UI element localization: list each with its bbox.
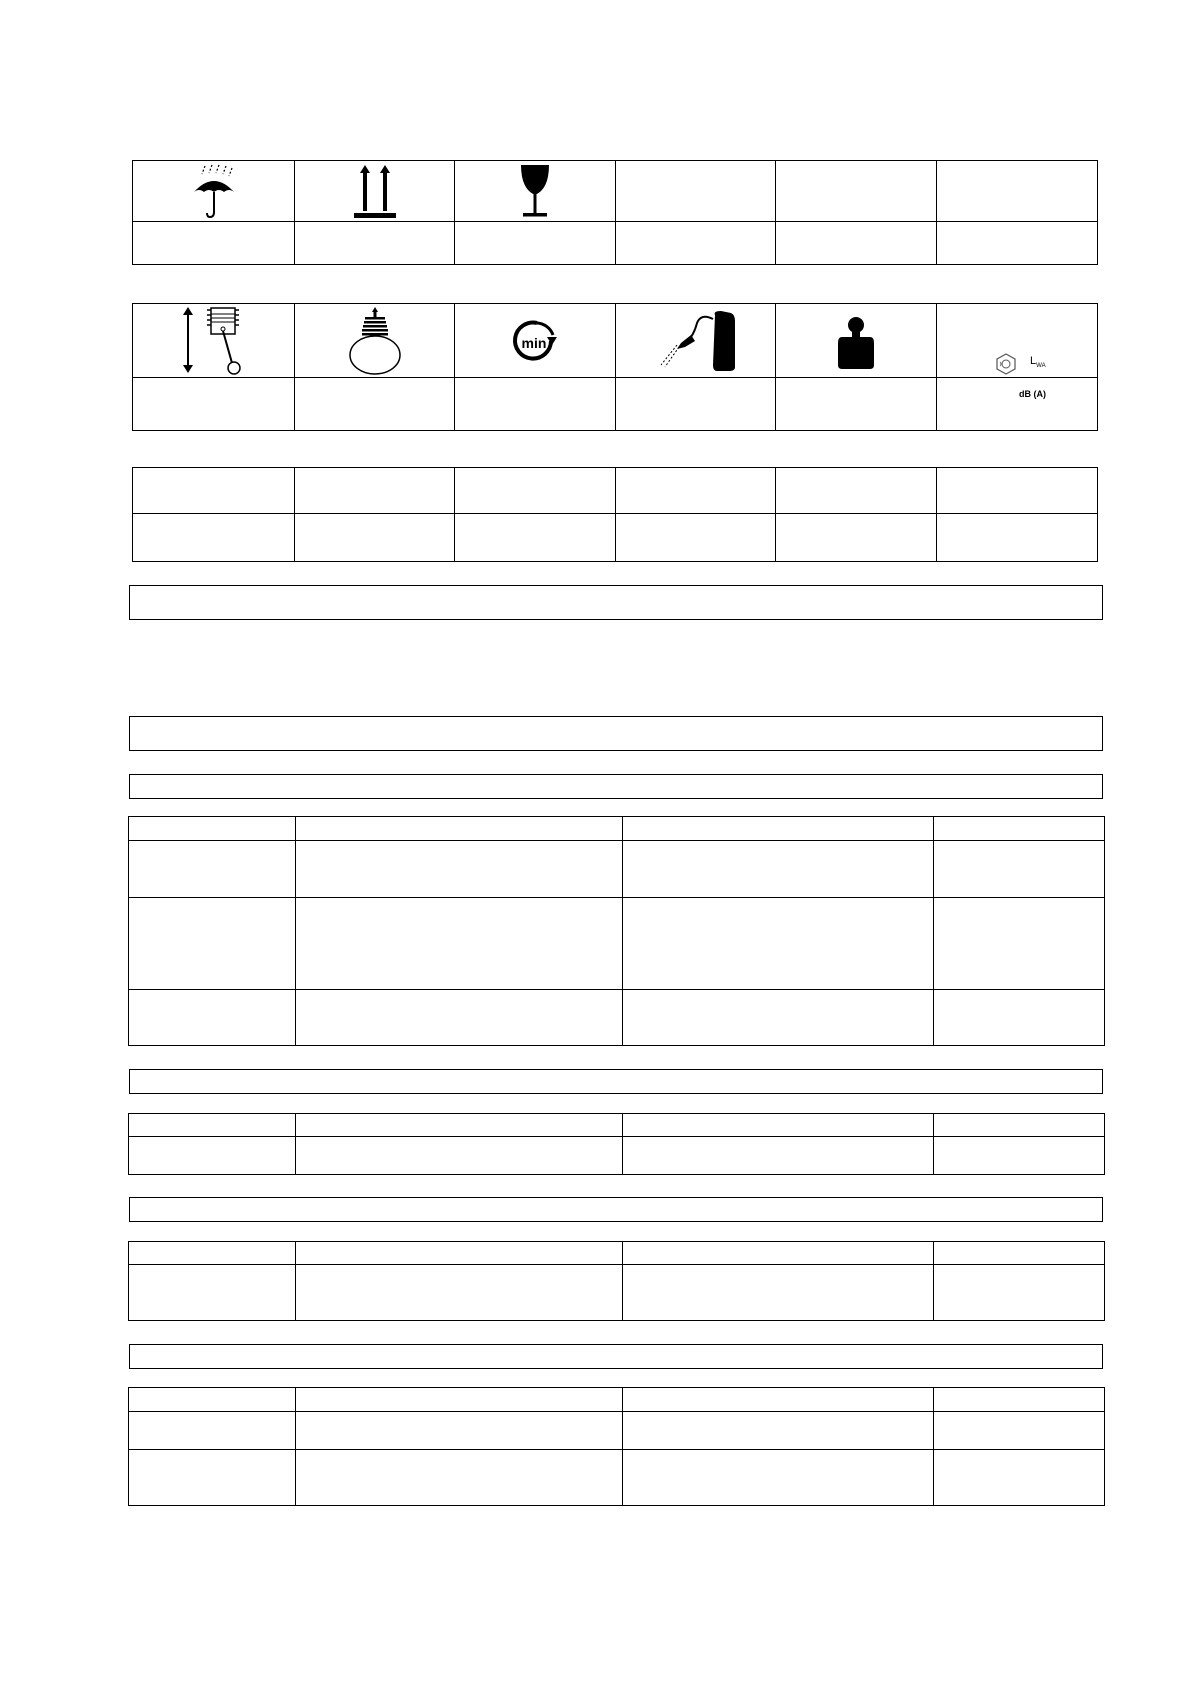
empty-pictogram-cell xyxy=(937,161,1098,222)
grid-cell xyxy=(776,514,937,562)
value-cell xyxy=(937,222,1098,265)
table-cell xyxy=(623,1450,934,1506)
table-cell xyxy=(623,990,934,1046)
value-cell xyxy=(616,222,776,265)
parts-table-c xyxy=(128,1241,1105,1321)
table-header-cell xyxy=(129,817,296,841)
pictogram-table-1 xyxy=(132,160,1098,265)
grid-cell xyxy=(133,468,295,514)
table-cell xyxy=(296,1412,623,1450)
table-cell xyxy=(623,898,934,990)
value-cell xyxy=(455,222,616,265)
table-header-cell xyxy=(623,1242,934,1265)
table-cell xyxy=(934,841,1105,898)
table-cell xyxy=(934,1450,1105,1506)
table-header-cell xyxy=(296,817,623,841)
grid-cell xyxy=(776,468,937,514)
table-cell xyxy=(623,841,934,898)
table-cell xyxy=(934,898,1105,990)
table-cell xyxy=(129,898,296,990)
rpm-min-icon xyxy=(455,313,615,369)
empty-pictogram-cell xyxy=(616,161,776,222)
table-cell xyxy=(296,1450,623,1506)
value-cell xyxy=(776,378,937,431)
rpm-cell xyxy=(455,304,616,378)
this-way-up-icon xyxy=(295,163,454,219)
value-cell xyxy=(776,222,937,265)
value-cell xyxy=(133,222,295,265)
grid-cell xyxy=(295,514,455,562)
table-cell xyxy=(296,990,623,1046)
umbrella-icon xyxy=(133,164,294,218)
table-cell xyxy=(934,990,1105,1046)
table-header-cell xyxy=(129,1388,296,1412)
svg-text:min: min xyxy=(521,334,547,351)
weight-icon xyxy=(776,313,936,369)
table-cell xyxy=(296,898,623,990)
table-cell xyxy=(623,1412,934,1450)
value-cell xyxy=(295,222,455,265)
table-cell xyxy=(934,1412,1105,1450)
table-header-cell xyxy=(934,1388,1105,1412)
grid-cell xyxy=(937,468,1098,514)
subsection-banner xyxy=(129,1197,1103,1222)
fragile-glass-icon xyxy=(455,163,615,219)
cylinder-fins-icon xyxy=(295,305,454,377)
fuel-nozzle-icon xyxy=(616,309,775,373)
grid-cell xyxy=(616,514,776,562)
grid-cell xyxy=(133,514,295,562)
parts-table-b xyxy=(128,1113,1105,1175)
weight-cell xyxy=(776,304,937,378)
value-cell xyxy=(937,378,1098,431)
subsection-banner xyxy=(129,1069,1103,1094)
parts-table-a xyxy=(128,816,1105,1046)
table-cell xyxy=(129,1265,296,1321)
grid-cell xyxy=(616,468,776,514)
grid-cell xyxy=(295,468,455,514)
parts-table-d xyxy=(128,1387,1105,1506)
table-cell xyxy=(129,990,296,1046)
table-header-cell xyxy=(129,1114,296,1137)
table-cell xyxy=(934,1265,1105,1321)
fuel-cell xyxy=(616,304,776,378)
empty-grid-table xyxy=(132,467,1098,562)
table-cell xyxy=(129,1137,296,1175)
table-cell xyxy=(296,1265,623,1321)
table-header-cell xyxy=(934,1242,1105,1265)
sound-power-symbol: $L_{WA}$ xyxy=(1030,354,1046,369)
table-cell xyxy=(623,1265,934,1321)
displacement-cell xyxy=(133,304,295,378)
table-header-cell xyxy=(623,1114,934,1137)
subsection-banner xyxy=(129,1344,1103,1369)
table-header-cell xyxy=(623,1388,934,1412)
subsection-banner xyxy=(129,774,1103,799)
table-cell xyxy=(623,1137,934,1175)
value-cell xyxy=(133,378,295,431)
table-cell xyxy=(296,1137,623,1175)
table-header-cell xyxy=(296,1388,623,1412)
table-header-cell xyxy=(296,1114,623,1137)
value-cell xyxy=(455,378,616,431)
table-header-cell xyxy=(623,817,934,841)
engine-cell xyxy=(295,304,455,378)
table-cell xyxy=(129,841,296,898)
table-cell xyxy=(296,841,623,898)
table-cell xyxy=(129,1450,296,1506)
sound-power-cell xyxy=(937,304,1098,399)
grid-cell xyxy=(455,468,616,514)
table-header-cell xyxy=(129,1242,296,1265)
fragile-cell xyxy=(455,161,616,222)
section-banner xyxy=(129,585,1103,620)
sound-power-unit: dB (A) xyxy=(1019,388,1046,399)
pictogram-table-2 xyxy=(132,303,1098,431)
table-header-cell xyxy=(296,1242,623,1265)
value-cell xyxy=(295,378,455,431)
table-header-cell xyxy=(934,817,1105,841)
table-cell xyxy=(934,1137,1105,1175)
section-banner xyxy=(129,716,1103,751)
value-cell xyxy=(616,378,776,431)
this-way-up-cell xyxy=(295,161,455,222)
grid-cell xyxy=(937,514,1098,562)
table-header-cell xyxy=(934,1114,1105,1137)
piston-stroke-icon xyxy=(133,305,294,377)
empty-pictogram-cell xyxy=(776,161,937,222)
umbrella-cell xyxy=(133,161,295,222)
table-cell xyxy=(129,1412,296,1450)
grid-cell xyxy=(455,514,616,562)
